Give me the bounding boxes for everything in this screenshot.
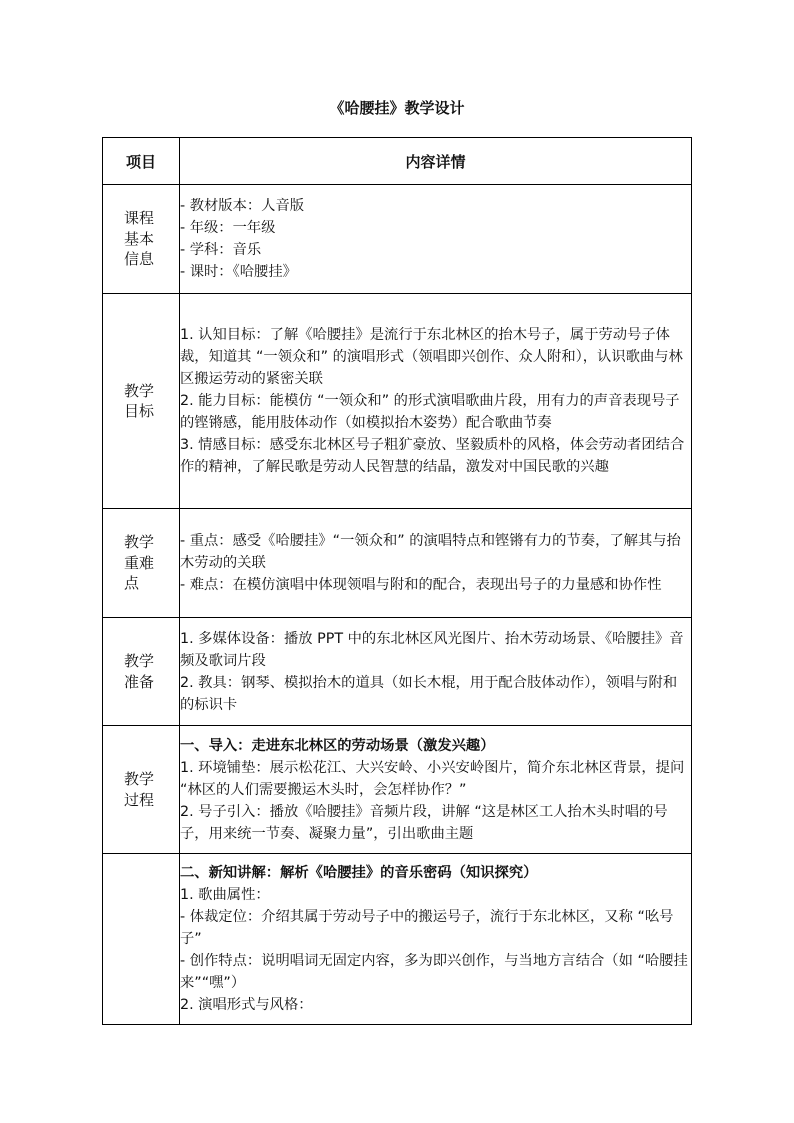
table-row-preparation	[103, 618, 692, 726]
row-label: 课程基本信息	[124, 209, 155, 269]
content-line: - 教材版本：人音版	[180, 198, 305, 214]
document-title: 《哈腰挂》教学设计	[329, 99, 465, 117]
content-line: 2. 教具：钢琴、模拟抬木的道具（如长木棍，用于配合肢体动作），领唱与附和的标识卡	[180, 674, 678, 713]
content-line: 1. 认知目标：了解《哈腰挂》是流行于东北林区的抬木号子，属于劳动号子体裁，知道其 “一领众和” 的演唱形式（领唱即兴创作、众人附和），认识歌曲与林区搬运劳动的紧密关联	[180, 327, 683, 387]
table-header-row	[103, 138, 692, 185]
content-line: 3. 情感目标：感受东北林区号子粗犷豪放、坚毅质朴的风格，体会劳动者团结合作的精神，了解民歌是劳动人民智慧的结晶，激发对中国民歌的兴趣	[180, 437, 685, 475]
column-header-item: 项目	[103, 138, 180, 185]
content-line: 2. 演唱形式与风格：	[180, 997, 313, 1013]
content-line: - 创作特点：说明唱词无固定内容，多为即兴创作，与当地方言结合（如 “哈腰挂来”“嘿”）	[180, 953, 688, 991]
content-line: - 体裁定位：介绍其属于劳动号子中的搬运号子，流行于东北林区，又称 “吆号子”	[180, 909, 674, 947]
content-line: 1. 歌曲属性：	[180, 887, 270, 903]
table-row-objectives	[103, 294, 692, 509]
content-line: - 年级：一年级	[180, 220, 276, 236]
content-line: 1. 环境铺垫：展示松花江、大兴安岭、小兴安岭图片，简介东北林区背景，提问 “林区的人们需要搬运木头时，会怎样协作？”	[180, 759, 685, 798]
content-line: - 难点：在模仿演唱中体现领唱与附和的配合，表现出号子的力量感和协作性	[180, 577, 662, 593]
row-label: 教学过程	[124, 770, 155, 809]
row-content-cell	[180, 854, 692, 1025]
row-label-cell	[103, 185, 180, 294]
table-row-basic-info	[103, 185, 692, 294]
row-content-cell	[180, 294, 692, 509]
section-heading: 二、新知讲解：解析《哈腰挂》的音乐密码（知识探究）	[180, 865, 538, 881]
content-line: 2. 号子引入：播放《哈腰挂》音频片段，讲解 “这是林区工人抬木头时唱的号子，用来统一节奏、凝聚力量”，引出歌曲主题	[180, 803, 668, 842]
row-label-cell	[103, 726, 180, 854]
table-row-process	[103, 726, 692, 854]
table-row-process-continued	[103, 854, 692, 1025]
row-content-cell	[180, 618, 692, 726]
row-label: 教学准备	[124, 652, 155, 691]
table-row-key-points	[103, 509, 692, 618]
row-label-cell	[103, 854, 180, 1025]
row-content-cell	[180, 185, 692, 294]
row-content-cell	[180, 509, 692, 618]
row-content-cell	[180, 726, 692, 854]
content-line: - 重点：感受《哈腰挂》“一领众和” 的演唱特点和铿锵有力的节奏，了解其与抬木劳动的关联	[180, 533, 681, 571]
row-label: 教学目标	[124, 381, 155, 420]
row-label-cell	[103, 509, 180, 618]
content-line: 1. 多媒体设备：播放 PPT 中的东北林区风光图片、抬木劳动场景、《哈腰挂》音频及歌词片段	[180, 630, 684, 669]
content-line: 2. 能力目标：能模仿 “一领众和” 的形式演唱歌曲片段，用有力的声音表现号子的铿锵感，能用肢体动作（如模拟抬木姿势）配合歌曲节奏	[180, 393, 680, 431]
row-label-cell	[103, 618, 180, 726]
section-heading: 一、导入：走进东北林区的劳动场景（激发兴趣）	[180, 737, 495, 754]
row-label: 教学重难点	[124, 533, 155, 593]
content-line: - 课时：《哈腰挂》	[180, 264, 297, 280]
lesson-plan-table	[102, 137, 692, 1025]
column-header-content: 内容详情	[180, 138, 692, 185]
content-line: - 学科：音乐	[180, 242, 262, 258]
row-label-cell	[103, 294, 180, 509]
